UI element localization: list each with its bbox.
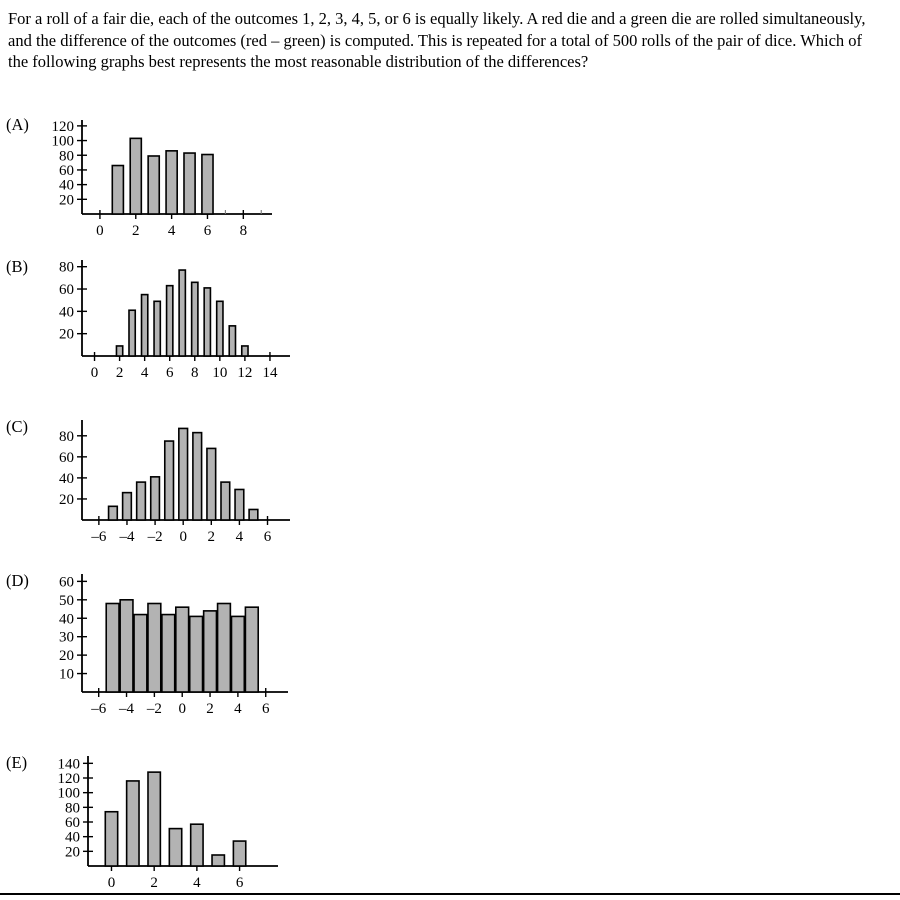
bar [212, 855, 224, 866]
x-tick-label: 8 [239, 223, 248, 238]
y-tick-label: 60 [59, 574, 74, 591]
x-tick-label: 8 [191, 365, 199, 381]
bar [106, 604, 119, 693]
y-tick-label: 40 [59, 177, 74, 194]
y-tick-label: 140 [57, 756, 80, 773]
y-tick-label: 30 [59, 629, 74, 646]
x-tick-label: 2 [150, 875, 158, 891]
y-tick-label: 60 [59, 282, 74, 299]
y-tick-label: 20 [59, 491, 74, 508]
y-tick-label: 100 [51, 133, 74, 150]
bar [154, 301, 160, 356]
x-tick-label: –2 [146, 701, 162, 717]
bar [127, 781, 139, 866]
bar [134, 615, 147, 692]
choice-label-c: (C) [6, 417, 28, 436]
bar [245, 607, 258, 692]
bar [217, 301, 223, 356]
y-tick-label: 20 [59, 326, 74, 343]
bar [207, 448, 216, 520]
bar [165, 441, 174, 520]
question-stem: For a roll of a fair die, each of the outcomes 1, 2, 3, 4, 5, or 6 is equally likely. A red die and a green die are rolled simultaneously, and the difference of the outcomes (red – green) is computed. This is repeated for a total of 500 rolls of the pair of dice. Which of the following graphs best represents the most reasonable distribution of the differences? [8, 9, 866, 71]
choice-label-e: (E) [6, 753, 28, 772]
bar [167, 286, 173, 356]
bar [233, 841, 245, 866]
x-tick-label: 2 [206, 701, 214, 717]
x-tick-label: 4 [235, 529, 244, 545]
x-tick-label: 4 [140, 365, 149, 381]
x-tick-label: 6 [263, 529, 272, 545]
bar [130, 138, 141, 214]
y-tick-label: 120 [57, 771, 80, 787]
bar [166, 151, 177, 214]
bar [148, 156, 159, 214]
x-tick-label: 4 [234, 701, 242, 717]
bar [202, 155, 213, 214]
bar [221, 482, 230, 520]
y-tick-label: 80 [59, 259, 74, 276]
x-tick-label: –6 [91, 529, 107, 545]
y-tick-label: 120 [51, 118, 74, 135]
bar [204, 288, 210, 356]
bar [249, 509, 258, 520]
chart-a [40, 116, 280, 238]
x-tick-label: 0 [90, 365, 99, 381]
bar [162, 615, 175, 692]
bar [184, 153, 195, 214]
x-tick-label: 0 [107, 875, 116, 891]
x-tick-label: 10 [212, 365, 228, 381]
x-tick-label: 14 [262, 365, 278, 381]
x-tick-label: 6 [261, 701, 270, 717]
page-bottom-rule [0, 893, 900, 895]
x-tick-label: 6 [203, 223, 212, 238]
bar [129, 310, 135, 356]
x-tick-label: 6 [165, 365, 174, 381]
chart-b [40, 256, 300, 382]
bar [193, 433, 202, 520]
chart-e [40, 752, 290, 892]
x-tick-label: –6 [91, 701, 107, 717]
x-tick-label: 4 [167, 223, 176, 238]
choice-label-b: (B) [6, 257, 28, 276]
bar [116, 346, 122, 356]
bar [191, 824, 203, 866]
bar [148, 604, 161, 693]
x-tick-label: –2 [147, 529, 163, 545]
x-tick-label: –4 [119, 529, 135, 545]
bar [120, 600, 133, 692]
x-tick-label: 4 [193, 875, 201, 891]
bar [137, 482, 146, 520]
chart-d [40, 570, 300, 718]
bar [190, 616, 203, 692]
bar [148, 772, 160, 866]
x-tick-label: 2 [115, 365, 124, 381]
bar [112, 166, 123, 214]
chart-c [40, 416, 300, 546]
bar [218, 604, 231, 693]
y-tick-label: 40 [59, 611, 74, 628]
bar [151, 477, 160, 520]
y-tick-label: 20 [59, 192, 74, 209]
y-tick-label: 10 [59, 666, 74, 683]
bar [142, 295, 148, 356]
y-tick-label: 20 [59, 648, 74, 665]
y-tick-label: 40 [59, 470, 74, 487]
x-tick-label: 0 [178, 701, 186, 717]
choice-label-a: (A) [6, 115, 29, 134]
y-tick-label: 50 [59, 592, 74, 609]
y-tick-label: 100 [57, 785, 80, 802]
bar [176, 607, 189, 692]
bar [229, 326, 235, 356]
bar [169, 829, 181, 866]
y-tick-label: 40 [65, 829, 80, 846]
bar [179, 270, 185, 356]
x-tick-label: 0 [96, 223, 104, 238]
bar [179, 428, 188, 520]
y-tick-label: 60 [59, 162, 74, 179]
y-tick-label: 20 [65, 844, 80, 861]
y-tick-label: 80 [59, 428, 74, 445]
bar [235, 489, 244, 520]
y-tick-label: 80 [65, 800, 80, 817]
x-tick-label: 12 [237, 365, 253, 381]
bar [109, 506, 118, 520]
choice-label-d: (D) [6, 571, 29, 590]
x-tick-label: –4 [119, 701, 135, 717]
x-tick-label: 6 [235, 875, 244, 891]
bar [192, 282, 198, 356]
x-tick-label: 2 [207, 529, 216, 545]
y-tick-label: 40 [59, 304, 74, 321]
bar [231, 616, 244, 692]
x-tick-label: 0 [179, 529, 187, 545]
bar [242, 346, 248, 356]
bar [204, 611, 217, 692]
bar [105, 812, 117, 866]
bar [123, 493, 132, 520]
x-tick-label: 2 [132, 223, 140, 238]
y-tick-label: 60 [59, 449, 74, 466]
y-tick-label: 80 [59, 148, 74, 165]
y-tick-label: 60 [65, 815, 80, 831]
